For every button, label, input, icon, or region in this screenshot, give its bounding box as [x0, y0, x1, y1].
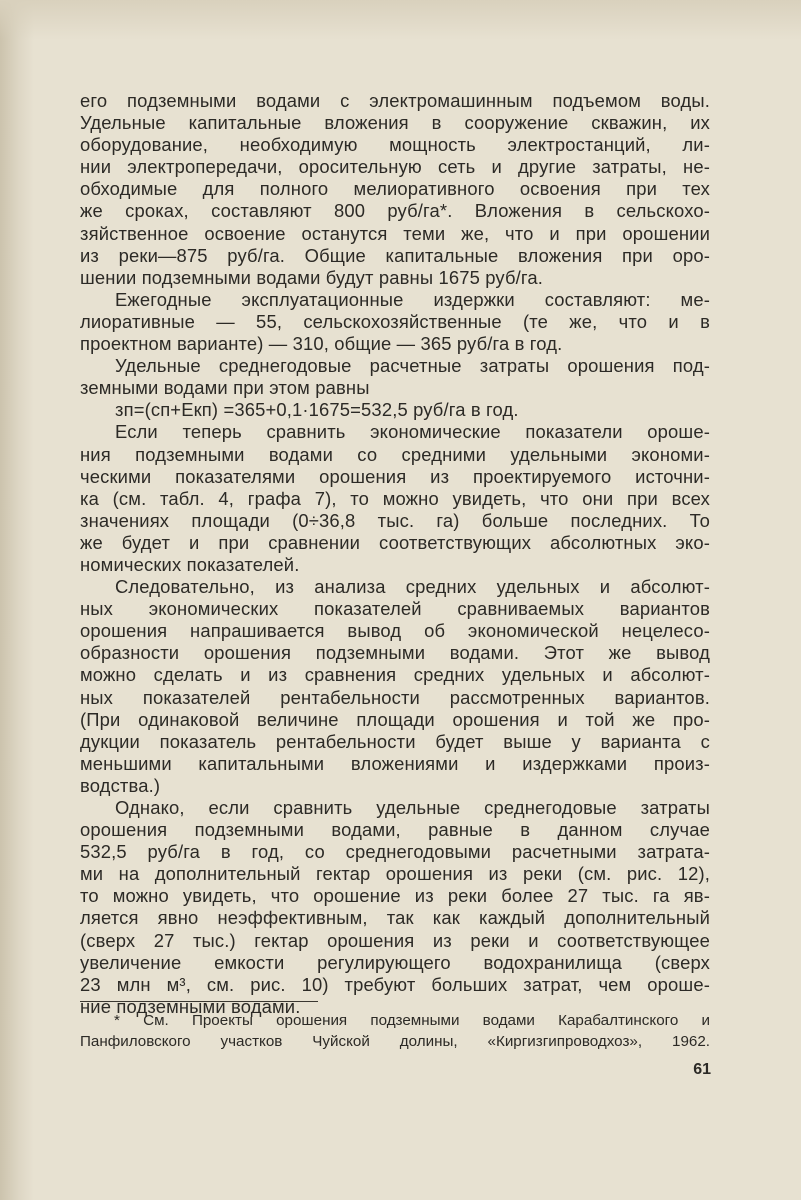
text-line: увеличение емкости регулирующего водохранилища (сверх: [80, 951, 710, 973]
footnote-line: * См. Проекты орошения подземными водами Карабалтинского и: [114, 1012, 710, 1029]
text-line: зяйственное освоение останутся теми же, что и при орошении: [80, 222, 710, 244]
text-line: Удельные капитальные вложения в сооружение скважин, их: [80, 112, 710, 134]
text-line: меньшими капитальными вложениями и издержками произ-: [80, 752, 710, 774]
text-line: орошения подземными водами, равные в данном случае: [80, 819, 710, 841]
text-line: ческими показателями орошения из проектируемого источни-: [80, 465, 710, 487]
text-line: же будет и при сравнении соответствующих абсолютных эко-: [80, 531, 710, 553]
text-line: дукции показатель рентабельности будет выше у варианта с: [80, 730, 710, 752]
text-line: шении подземными водами будут равны 1675 руб/га.: [80, 266, 543, 288]
formula-line: зп=(сп+Екп) =365+0,1·1675=532,5 руб/га в год.: [115, 399, 519, 421]
page-edge-shadow: [0, 0, 34, 1200]
text-line: номических показателей.: [80, 553, 300, 575]
text-line: лиоративные — 55, сельскохозяйственные (те же, что и в: [80, 310, 710, 332]
text-line: нии электропередачи, оросительную сеть и другие затраты, не-: [80, 156, 710, 178]
text-line: образности орошения подземными водами. Этот же вывод: [80, 642, 710, 664]
text-line: его подземными водами с электромашинным подъемом воды.: [80, 90, 710, 111]
text-line: ляется явно неэффективным, так как каждый дополнительный: [80, 907, 710, 929]
text-line: же сроках, составляют 800 руб/га*. Вложения в сельскохо-: [80, 200, 710, 222]
text-line: 532,5 руб/га в год, со среднегодовыми расчетными затрата-: [80, 841, 710, 863]
text-line: проектном варианте) — 310, общие — 365 руб/га в год.: [80, 333, 563, 355]
text-line: земными водами при этом равны: [80, 377, 370, 399]
text-line: (При одинаковой величине площади орошения и той же про-: [80, 708, 710, 730]
text-line: оборудование, необходимую мощность электростанций, ли-: [80, 134, 710, 156]
footnote-divider: [80, 1001, 318, 1002]
page-top-shadow: [0, 0, 801, 40]
text-line: ния подземными водами со средними удельными экономи-: [80, 443, 710, 465]
text-line: орошения напрашивается вывод об экономической нецелесо-: [80, 620, 710, 642]
text-line: ных экономических показателей сравниваемых вариантов: [80, 598, 710, 620]
text-line: водства.): [80, 774, 161, 796]
text-line: Следовательно, из анализа средних удельных и абсолют-: [115, 576, 710, 598]
footnote-line: Панфиловского участков Чуйской долины, «Киргизгипроводхоз», 1962.: [80, 1033, 710, 1050]
text-line: можно сделать и из сравнения средних удельных и абсолют-: [80, 664, 710, 686]
text-line: ных показателей рентабельности рассмотренных вариантов.: [80, 686, 710, 708]
text-line: (сверх 27 тыс.) гектар орошения из реки и соответствующее: [80, 929, 710, 951]
page-number: 61: [693, 1061, 711, 1078]
footnote: [80, 1010, 710, 1052]
body-text: [80, 90, 710, 1018]
text-line: значениях площади (0÷36,8 тыс. га) больше последних. То: [80, 509, 710, 531]
text-line: из реки—875 руб/га. Общие капитальные вложения при оро-: [80, 244, 710, 266]
text-line: ние подземными водами.: [80, 995, 301, 1017]
text-line: обходимые для полного мелиоративного освоения при тех: [80, 178, 710, 200]
text-line: Удельные среднегодовые расчетные затраты орошения под-: [115, 355, 710, 377]
text-line: Ежегодные эксплуатационные издержки составляют: ме-: [115, 288, 710, 310]
text-line: Однако, если сравнить удельные среднегодовые затраты: [115, 797, 710, 818]
text-line: 23 млн м³, см. рис. 10) требуют больших затрат, чем ороше-: [80, 973, 710, 995]
text-line: то можно увидеть, что орошение из реки более 27 тыс. га яв-: [80, 885, 710, 907]
text-line: ка (см. табл. 4, графа 7), то можно увидеть, что они при всех: [80, 487, 710, 509]
text-line: ми на дополнительный гектар орошения из реки (см. рис. 12),: [80, 863, 710, 885]
text-line: Если теперь сравнить экономические показатели ороше-: [115, 421, 710, 443]
